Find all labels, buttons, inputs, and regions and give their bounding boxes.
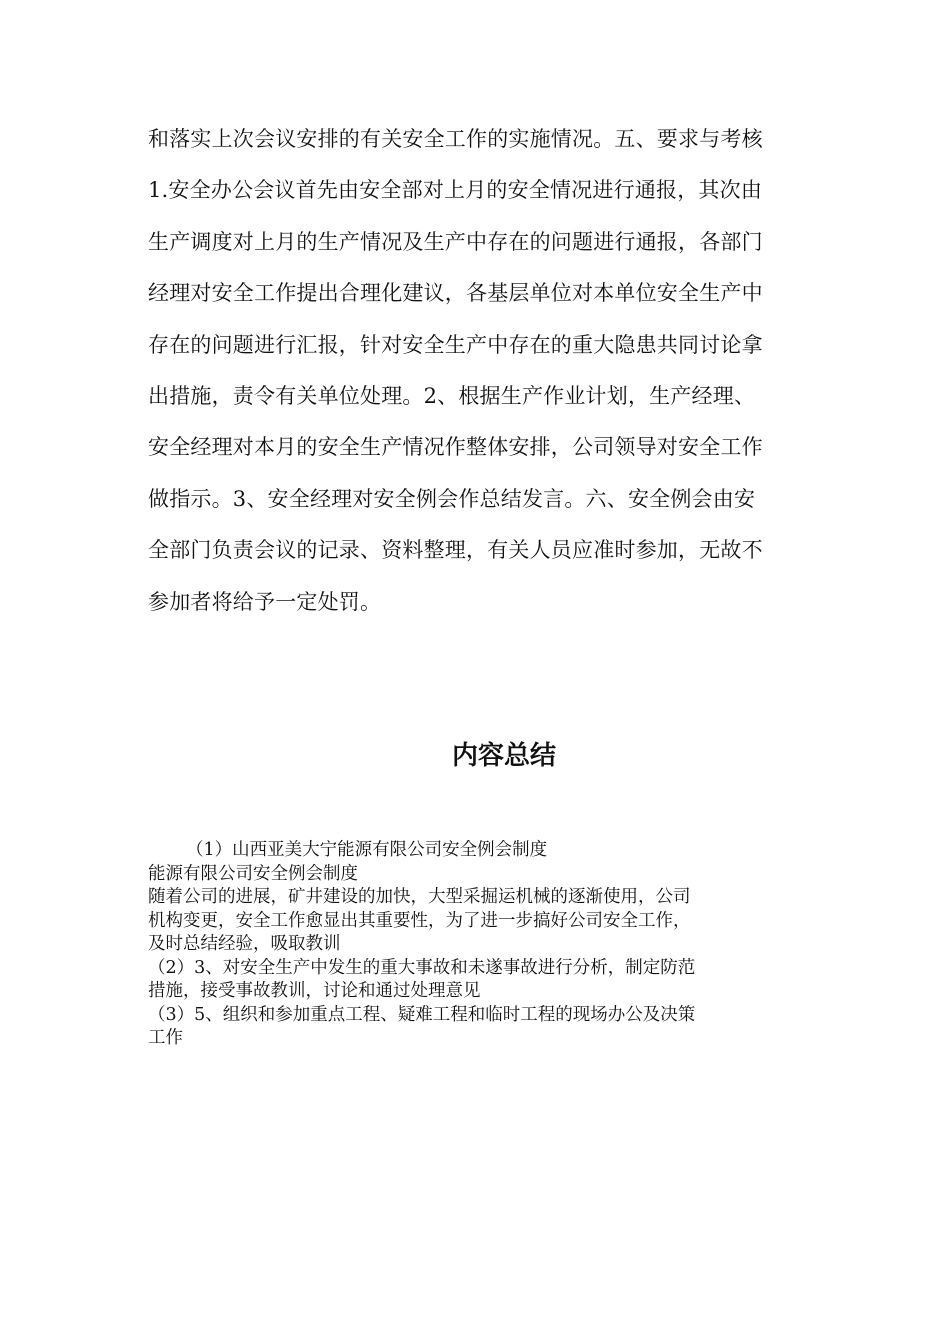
summary-line: 及时总结经验，吸取教训: [148, 934, 341, 954]
summary-line: （2）3、对安全生产中发生的重大事故和未遂事故进行分析，制定防范: [148, 957, 696, 978]
summary-line: 随着公司的进展，矿井建设的加快，大型采掘运机械的逐渐使用，公司: [148, 887, 691, 907]
body-line: 参加者将给予一定处罚。: [148, 589, 382, 614]
body-paragraph: [148, 114, 804, 628]
body-line: 经理对安全工作提出合理化建议，各基层单位对本单位安全生产中: [148, 281, 763, 306]
body-line: 出措施，责令有关单位处理。2、根据生产作业计划，生产经理、: [148, 383, 756, 408]
summary-line: （3）5、组织和参加重点工程、疑难工程和临时工程的现场办公及决策: [148, 1004, 696, 1025]
summary-line: 能源有限公司安全例会制度: [148, 863, 358, 884]
body-line: 安全经理对本月的安全生产情况作整体安排，公司领导对安全工作: [148, 435, 763, 460]
summary-block: [148, 839, 804, 1051]
body-line: 做指示。3、安全经理对安全例会作总结发言。六、安全例会由安: [148, 486, 756, 511]
summary-line: （1）山西亚美大宁能源有限公司安全例会制度: [186, 840, 548, 860]
summary-line: 机构变更，安全工作愈显出其重要性，为了进一步搞好公司安全工作，: [148, 910, 691, 931]
summary-line: 措施，接受事故教训，讨论和通过处理意见: [148, 981, 481, 1001]
body-line: 1.安全办公会议首先由安全部对上月的安全情况进行通报，其次由: [148, 178, 763, 203]
body-line: 全部门负责会议的记录、资料整理，有关人员应准时参加，无故不: [148, 538, 763, 563]
body-line: 和落实上次会议安排的有关安全工作的实施情况。五、要求与考核: [148, 127, 763, 151]
summary-line: 工作: [148, 1028, 183, 1048]
summary-heading: 内容总结: [451, 741, 556, 771]
body-line: 生产调度对上月的生产情况及生产中存在的问题进行通报，各部门: [148, 229, 763, 254]
body-line: 存在的问题进行汇报，针对安全生产中存在的重大隐患共同讨论拿: [148, 332, 763, 357]
